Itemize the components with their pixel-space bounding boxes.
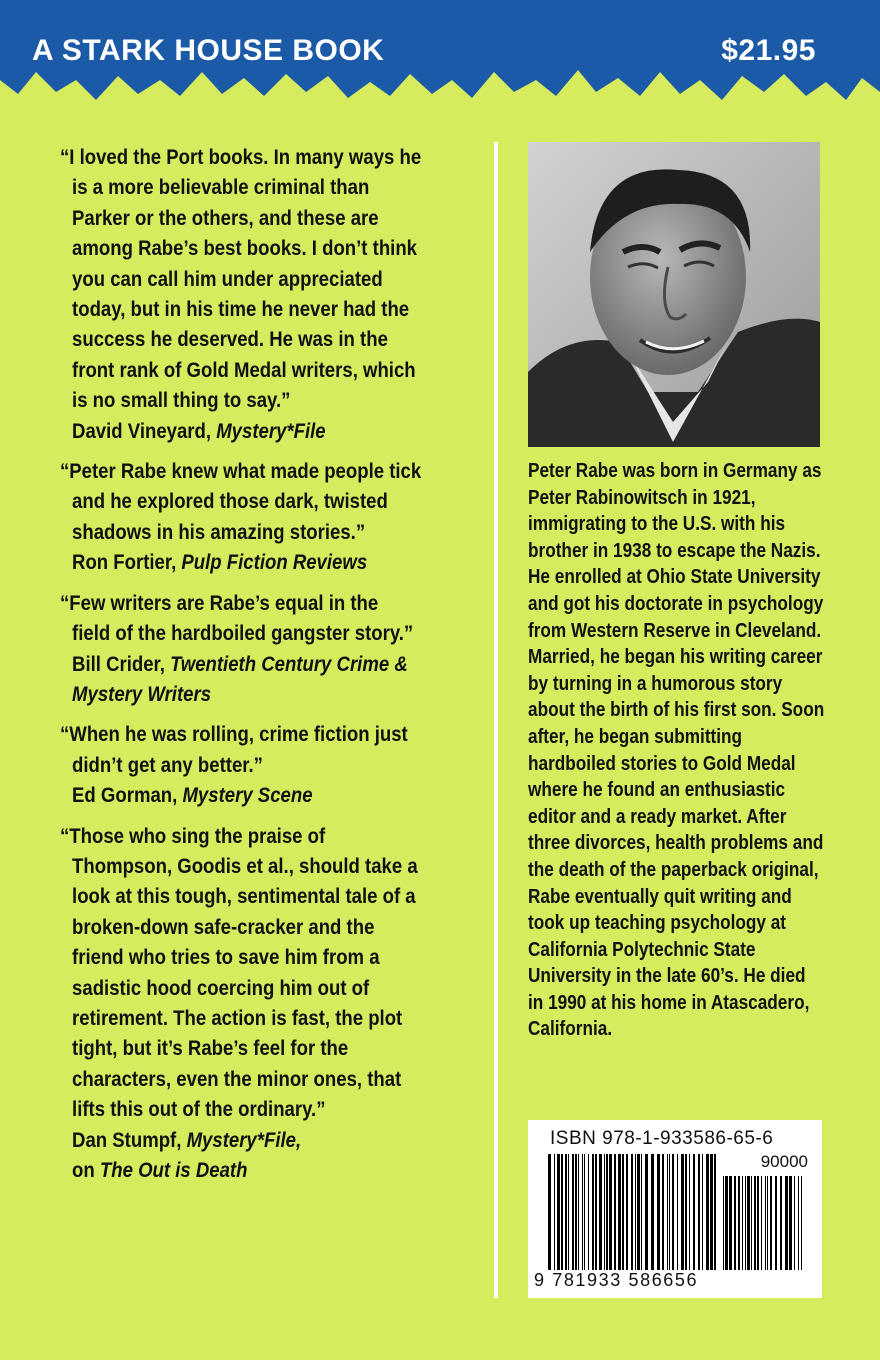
author-photo [528,142,820,447]
barcode-bar [729,1176,732,1270]
barcode-bar [801,1176,802,1270]
barcode-bar [723,1176,724,1270]
isbn-barcode-box [528,1120,822,1298]
quote-note-title: The Out is Death [99,1157,248,1182]
quote-text: “Those who sing the praise of Thompson, Goodis et al., should take a look at this tough, sentimental tale of a broken-down safe-cracker and the friend who tries to save him from a sadistic hood coercing him out of retirement. The action is fast, the plot tight, but it’s Rabe’s feel for the characters, even the minor ones, that lifts this out of the ordinary.” [60,822,418,1122]
quote-text: “When he was rolling, crime fiction just didn’t get any better.” [60,721,408,777]
barcode-bar [604,1154,605,1270]
barcode-bar [609,1154,612,1270]
quote-author: Ron Fortier, [72,549,177,575]
barcode-bar [789,1176,792,1270]
barcode-bar [626,1154,628,1270]
quote-source: Mystery*File, [186,1126,302,1152]
barcode-bar [689,1154,690,1270]
barcode-bar [641,1154,642,1270]
barcode-bar [794,1176,795,1270]
barcode-bar [548,1154,551,1270]
price-code: 90000 [760,1152,808,1171]
quote-source: Twentieth Century Crime & Mystery Writers [72,650,408,706]
column-divider [494,142,498,1298]
barcode-bar [754,1176,756,1270]
quote-author: Ed Gorman, [72,782,178,808]
barcode-bar [554,1154,555,1270]
barcode-digits: 9 781933 586656 [534,1270,699,1290]
ean-barcode [548,1154,718,1270]
barcode-bar [693,1154,695,1270]
barcode-bar [765,1176,766,1270]
barcode-bar [677,1154,678,1270]
barcode-bar [775,1176,777,1270]
quote-note-prefix: on [72,1157,100,1182]
barcode-bar [672,1154,674,1270]
blurb-quote [60,588,421,710]
blurb-quote [60,821,421,1186]
barcode-bar [599,1154,602,1270]
barcode-bar [631,1154,633,1270]
book-price: $21.95 [721,34,816,67]
barcode-bar [706,1154,709,1270]
quote-source: Mystery Scene [182,782,313,808]
barcode-bar [614,1154,616,1270]
barcode-bar [595,1154,597,1270]
quote-text: “I loved the Port books. In many ways he is a more believable criminal than Parker or the others, and these are among Rabe’s best books. I don’t think you can call him under appreciated today, but in his time he never had the success he deserved. He was in the front rank of Gold Medal writers, which is no small thing to say.” [60,144,422,413]
barcode-bar [710,1154,713,1270]
addon-barcode [723,1176,805,1270]
barcode-bar [734,1176,736,1270]
barcode-bar [761,1176,762,1270]
barcode-bar [657,1154,660,1270]
barcode-bar [565,1154,567,1270]
barcode-bar [637,1154,640,1270]
barcode-bar [584,1154,585,1270]
barcode-bar [725,1176,728,1270]
blurbs-column [60,142,421,1195]
publisher-name: A STARK HOUSE BOOK [32,34,385,67]
quote-attribution [60,649,421,710]
author-bio: Peter Rabe was born in Germany as Peter Rabinowitsch in 1921, immigrating to the U.S. with his brother in 1938 to escape the Nazis. He enrolled at Ohio State University and got his doctorate in psychology from Western Reserve in Cleveland. Married, he began his writing career by turning in a humorous story about the birth of his first son. Soon after, he began submitting hardboiled stories to Gold Medal where he found an enthusiastic editor and a ready market. After three divorces, health problems and the death of the paperback original, Rabe eventually quit writing and took up teaching psychology at California Polytechnic State University in the late 60’s. He died in 1990 at his home in Atascadero, California. [528,460,825,1041]
barcode-bar [622,1154,624,1270]
barcode-bar [745,1176,746,1270]
quote-source: Pulp Fiction Reviews [181,549,368,575]
blurb-quote [60,142,421,446]
barcode-bar [770,1176,772,1270]
barcode-bar [780,1176,782,1270]
quote-author: David Vineyard, [72,417,212,443]
barcode-bar [582,1154,583,1270]
barcode-bar [767,1176,768,1270]
barcode-bar [698,1154,700,1270]
blurb-quote [60,719,421,810]
barcode-bar [618,1154,621,1270]
header-banner [0,0,880,120]
barcode-bar [747,1176,750,1270]
isbn-label: ISBN 978-1-933586-65-6 [550,1128,774,1149]
barcode-bar [667,1154,668,1270]
barcode-bar [798,1176,799,1270]
author-portrait [528,142,820,447]
quote-author: Dan Stumpf, [72,1126,182,1152]
barcode-bar [681,1154,684,1270]
barcode-bar [592,1154,594,1270]
barcode-bar [635,1154,636,1270]
barcode-bar [714,1154,716,1270]
quote-author: Bill Crider, [72,650,165,676]
quote-attribution-note [60,1155,421,1185]
barcode-bar [751,1176,752,1270]
barcode-bar [588,1154,589,1270]
barcode-bar [606,1154,608,1270]
barcode-bar [669,1154,670,1270]
quote-attribution [60,780,421,810]
barcode-bar [738,1176,740,1270]
barcode-bar [645,1154,648,1270]
barcode-bar [685,1154,687,1270]
barcode-bar [575,1154,577,1270]
quote-text: “Few writers are Rabe’s equal in the field of the hardboiled gangster story.” [60,589,414,646]
quote-text: “Peter Rabe knew what made people tick and he explored those dark, twisted shadows in his amazing stories.” [60,458,422,544]
quote-source: Mystery*File [216,417,326,443]
barcode-bar [557,1154,560,1270]
barcode-bar [742,1176,743,1270]
barcode-bar [561,1154,563,1270]
blurb-quote [60,456,421,578]
barcode-bar [651,1154,654,1270]
barcode-bar [568,1154,569,1270]
quote-attribution [60,547,421,577]
barcode-bar [785,1176,788,1270]
barcode-bar [572,1154,574,1270]
barcode-bar [757,1176,759,1270]
quote-attribution [60,416,421,446]
barcode-bar [702,1154,703,1270]
barcode-bar [662,1154,664,1270]
barcode-bar [578,1154,579,1270]
quote-attribution [60,1125,421,1155]
